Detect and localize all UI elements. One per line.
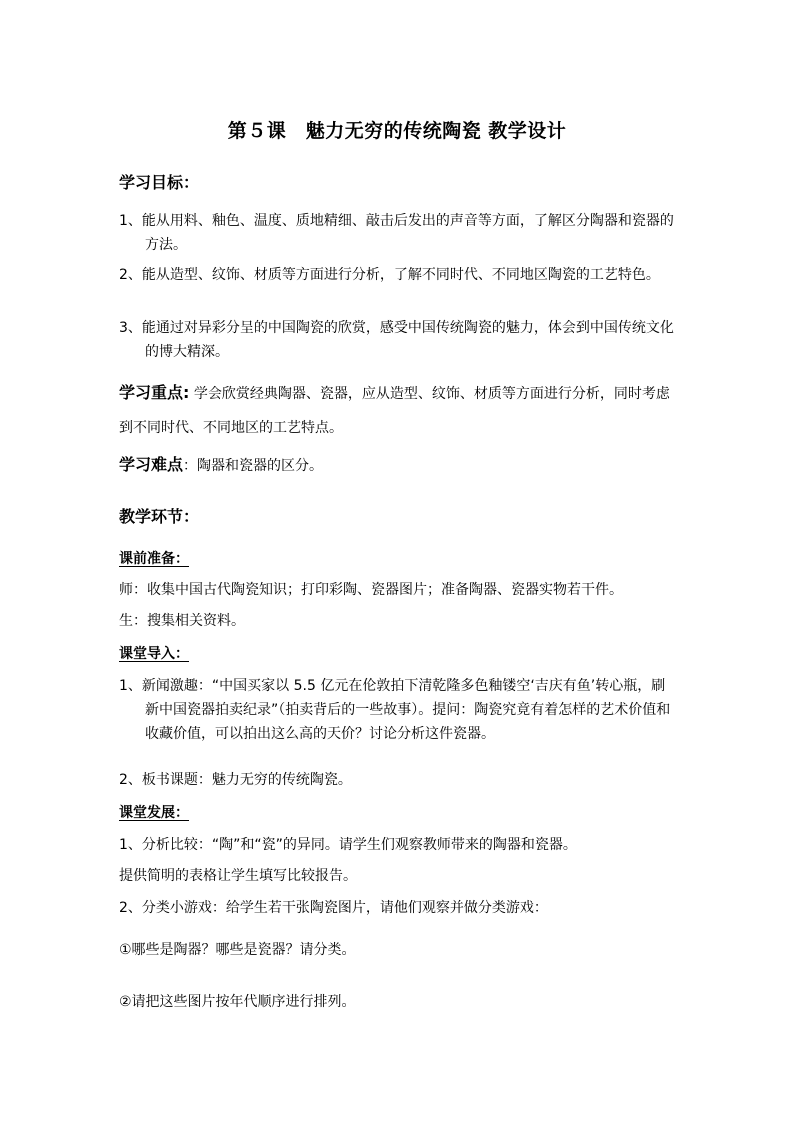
prep-teacher: 师：收集中国古代陶瓷知识；打印彩陶、瓷器图片；准备陶器、瓷器实物若干件。 <box>119 582 623 598</box>
prep-label: 课前准备： <box>119 551 189 567</box>
develop-line-3: 2、分类小游戏：给学生若干张陶瓷图片，请他们观察并做分类游戏： <box>119 900 548 916</box>
develop-question-1: ①哪些是陶器？哪些是瓷器？请分类。 <box>119 942 356 958</box>
key-point-paragraph <box>119 376 681 445</box>
goal-item-2: 2、能从造型、纹饰、材质等方面进行分析，了解不同时代、不同地区陶瓷的工艺特色。 <box>119 267 660 283</box>
intro-label: 课堂导入： <box>119 646 189 662</box>
procedure-heading: 教学环节： <box>119 507 200 526</box>
develop-question-2: ②请把这些图片按年代顺序进行排列。 <box>119 994 356 1010</box>
key-point-text: 学会欣赏经典陶器、瓷器，应从造型、纹饰、材质等方面进行分析，同时考虑到不同时代、不同地区的工艺特点。 <box>119 386 670 436</box>
develop-line-2: 提供简明的表格让学生填写比较报告。 <box>119 868 357 884</box>
key-point-label: 学习重点: <box>119 383 190 402</box>
prep-student: 生：搜集相关资料。 <box>119 613 245 629</box>
intro-item-1: 1、新闻激趣：“中国买家以 5.5 亿元在伦敦拍下清乾隆多色釉镂空‘吉庆有鱼’转心瓶，刷新中国瓷器拍卖纪录”（拍卖背后的一些故事）。提问：陶瓷究竟有着怎样的艺术价值和收藏价值，可以拍出这么高的天价？讨论分析这件瓷器。 <box>119 678 671 742</box>
goal-item-1: 1、能从用料、釉色、温度、质地精细、敲击后发出的声音等方面，了解区分陶器和瓷器的方法。 <box>119 213 674 253</box>
difficulty-paragraph <box>119 450 679 481</box>
page-title: 第５课 魅力无穷的传统陶瓷 教学设计 <box>227 120 567 142</box>
develop-line-1: 1、分析比较：“陶”和“瓷”的异同。请学生们观察教师带来的陶器和瓷器。 <box>119 837 577 853</box>
difficulty-label: 学习难点 <box>119 455 184 474</box>
develop-label: 课堂发展： <box>119 805 189 821</box>
difficulty-text: ：陶器和瓷器的区分。 <box>183 458 324 474</box>
intro-item-2: 2、板书课题：魅力无穷的传统陶瓷。 <box>119 772 352 788</box>
goal-item-3: 3、能通过对异彩分呈的中国陶瓷的欣赏，感受中国传统陶瓷的魅力，体会到中国传统文化的博大精深。 <box>119 320 674 360</box>
goals-heading: 学习目标： <box>119 173 200 192</box>
